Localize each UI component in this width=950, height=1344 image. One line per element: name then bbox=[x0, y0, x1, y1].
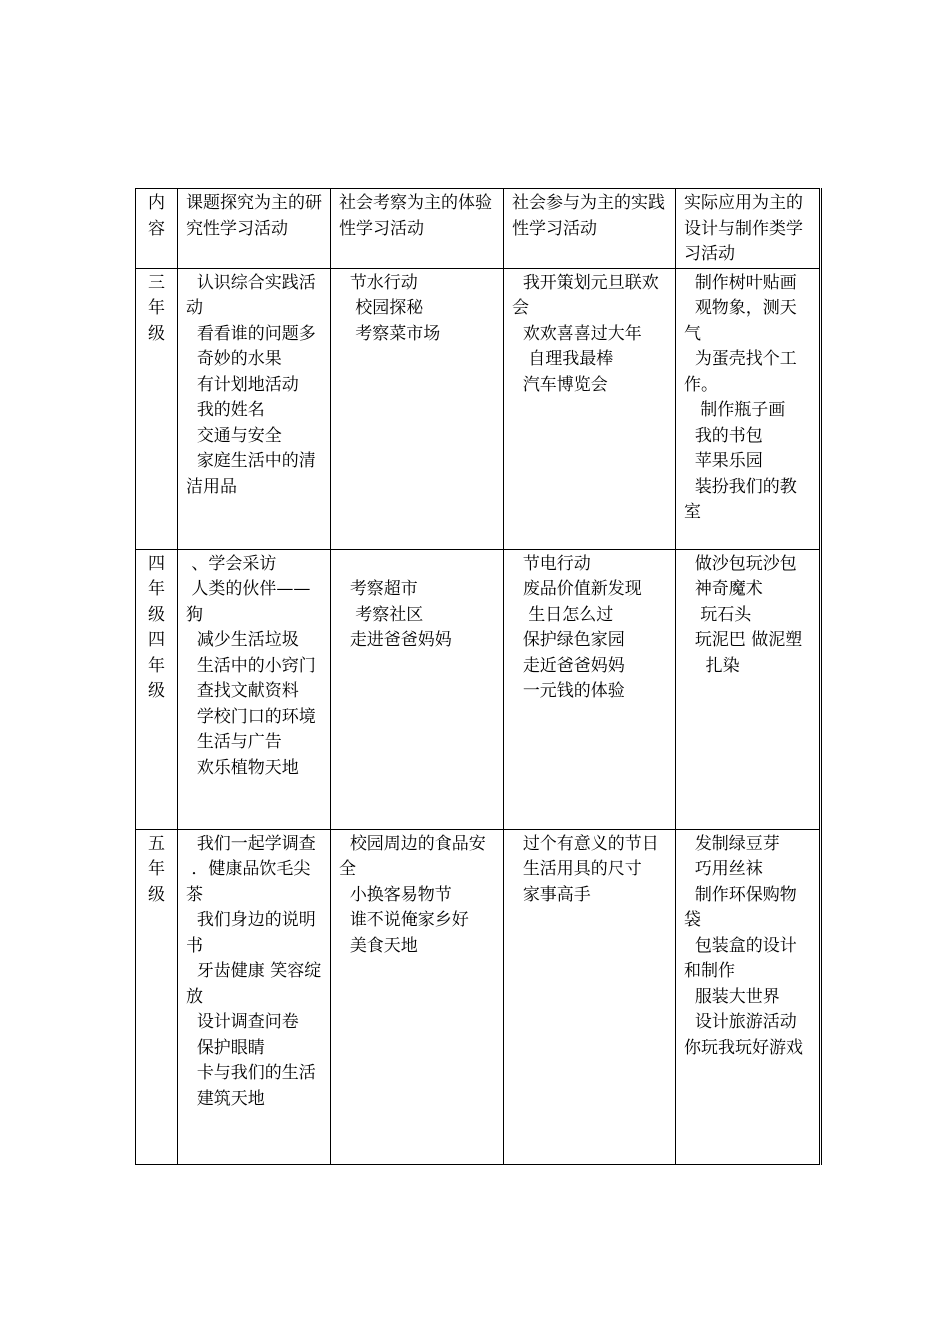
table-row bbox=[136, 549, 821, 829]
table-row bbox=[136, 829, 821, 1164]
grade-cell: 五 年 级 bbox=[136, 829, 178, 1164]
table-cell: 校园周边的食品安全 小换客易物节 谁不说俺家乡好 美食天地 bbox=[331, 829, 504, 1164]
header-research-cell: 课题探究为主的研究性学习活动 bbox=[178, 189, 331, 269]
table-cell: 发制绿豆芽 巧用丝袜 制作环保购物袋 包装盒的设计和制作 服装大世界 设计旅游活动 你玩我玩好游戏 bbox=[676, 829, 821, 1164]
table-cell: 我们一起学调查 ．健康品饮毛尖茶 我们身边的说明书 牙齿健康 笑容绽放 设计调查问卷 保护眼睛 卡与我们的生活 建筑天地 bbox=[178, 829, 331, 1164]
table-cell: 节电行动 废品价值新发现 生日怎么过 保护绿色家园 走近爸爸妈妈 一元钱的体验 bbox=[504, 549, 676, 829]
table-cell: 、学会采访 人类的伙伴——狗 减少生活垃圾 生活中的小窍门 查找文献资料 学校门口的环境 生活与广告 欢乐植物天地 bbox=[178, 549, 331, 829]
header-label-cell: 内 容 bbox=[136, 189, 178, 269]
grade-cell: 四 年 级 四 年 级 bbox=[136, 549, 178, 829]
header-investigation-cell: 社会考察为主的体验性学习活动 bbox=[331, 189, 504, 269]
table-cell: 认识综合实践活动 看看谁的问题多 奇妙的水果 有计划地活动 我的姓名 交通与安全 家庭生活中的清洁用品 bbox=[178, 268, 331, 549]
header-design-cell: 实际应用为主的设计与制作类学习活动 bbox=[676, 189, 821, 269]
table-row bbox=[136, 268, 821, 549]
header-participation-cell: 社会参与为主的实践性学习活动 bbox=[504, 189, 676, 269]
activity-table bbox=[135, 188, 822, 1165]
table-cell: 考察超市 考察社区 走进爸爸妈妈 bbox=[331, 549, 504, 829]
header-row bbox=[136, 189, 821, 269]
table-cell: 节水行动 校园探秘 考察菜市场 bbox=[331, 268, 504, 549]
table-cell: 做沙包玩沙包 神奇魔术 玩石头 玩泥巴 做泥塑 扎染 bbox=[676, 549, 821, 829]
grade-cell: 三 年 级 bbox=[136, 268, 178, 549]
table-cell: 过个有意义的节日 生活用具的尺寸 家事高手 bbox=[504, 829, 676, 1164]
table-cell: 制作树叶贴画 观物象，测天气 为蛋壳找个工作。 制作瓶子画 我的书包 苹果乐园 装扮我们的教室 bbox=[676, 268, 821, 549]
table-cell: 我开策划元旦联欢会 欢欢喜喜过大年 自理我最棒 汽车博览会 bbox=[504, 268, 676, 549]
